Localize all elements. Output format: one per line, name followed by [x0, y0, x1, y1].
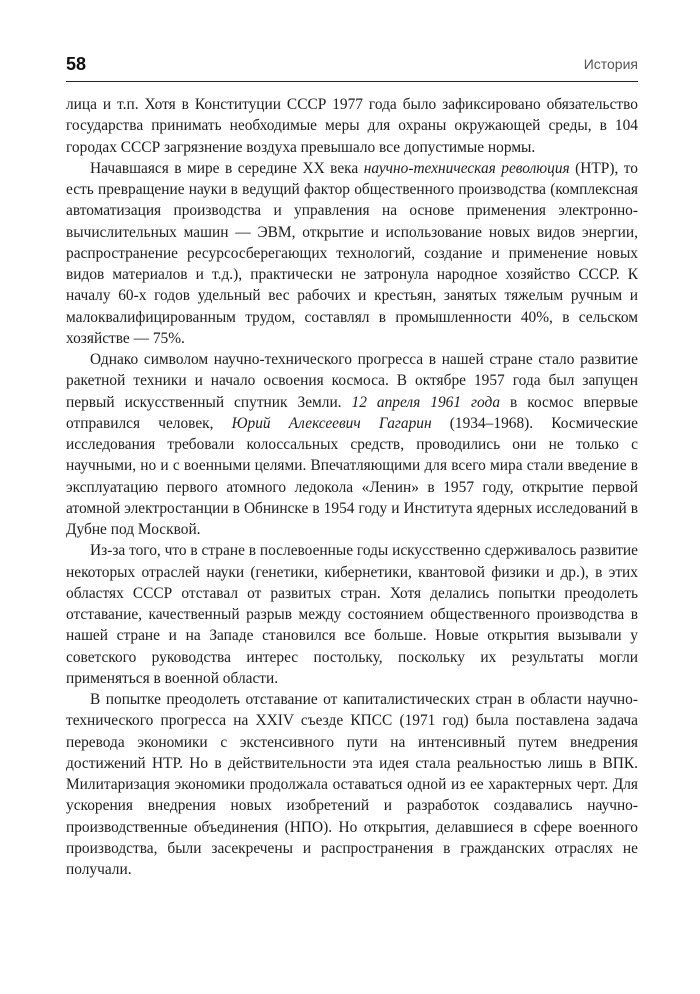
paragraph: [66, 689, 638, 880]
italic-text: Юрий Алексеевич Гагарин: [231, 414, 432, 432]
text-run: Из-за того, что в стране в послевоенные годы искусственно сдерживалось развитие некоторых отраслей науки (генетики, кибернетики, квантовой физики и др.), в этих областях СССР отставал от развитых стран. Хотя делались попытки преодолеть отставание, качественный разрыв между состоянием общественного производства в нашей стране и на Западе становился все больше. Новые открытия вызывали у советского руководства интерес постольку, поскольку их результаты могли применяться в военной области.: [66, 542, 638, 687]
italic-text: научно-техническая революция: [363, 159, 570, 177]
text-run: в космос впервые отправился человек,: [66, 393, 638, 432]
paragraph: [66, 349, 638, 540]
text-run: Однако символом научно-технического прогресса в нашей стране стало развитие ракетной техники и начало освоения космоса. В октябре 1957 года был запущен первый искусственный спутник Земли.: [66, 351, 638, 411]
header-rule: [66, 81, 638, 82]
text-run: (1934–1968). Космические исследования требовали колоссальных средств, проводились они не только с научными, но и с военными целями. Впечатляющими для всего мира стали введение в эксплуатацию первого атомного ледокола «Ленин» в 1957 году, открытие первой атомной электростанции в Обнинске в 1954 году и Института ядерных исследований в Дубне под Москвой.: [66, 414, 638, 538]
text-run: лица и т.п. Хотя в Конституции СССР 1977 года было зафиксировано обязательство государства принимать необходимые меры для охраны окружающей среды, в 104 городах СССР загрязнение воздуха превышало все допустимые нормы.: [66, 96, 638, 156]
text-run: Начавшаяся в мире в середине XX века: [90, 159, 364, 177]
paragraph: [66, 158, 638, 349]
page-number: 58: [66, 54, 87, 74]
body-text: [66, 94, 638, 880]
italic-text: 12 апреля 1961 года: [351, 393, 501, 411]
text-run: (НТР), то есть превращение науки в ведущий фактор общественного производства (комплексная автоматизация производства и управления на основе применения электронно-вычислительных машин — ЭВМ, открытие и использование новых видов энергии, распространение ресурсосберегающих технологий, создание и применение новых видов материалов и т.д.), практически не затронула народное хозяйство СССР. К началу 60-х годов удельный вес рабочих и крестьян, занятых тяжелым ручным и малоквалифицированным трудом, составлял в промышленности 40%, в сельском хозяйстве — 75%.: [66, 159, 639, 347]
paragraph: [66, 540, 638, 689]
text-run: В попытке преодолеть отставание от капиталистических стран в области научно-технического прогресса на XXIV съезде КПСС (1971 год) была поставлена задача перевода экономики с экстенсивного пути на интенсивный путем внедрения достижений НТР. Но в действительности эта идея стала реальностью лишь в ВПК. Милитаризация экономики продолжала оставаться одной из ее характерных черт. Для ускорения внедрения новых изобретений и разработок создавались научно-производственные объединения (НПО). Но открытия, делавшиеся в сфере военного производства, были засекречены и распространения в гражданских отраслях не получали.: [66, 691, 638, 878]
section-title: История: [583, 56, 638, 72]
running-header: [66, 54, 638, 84]
paragraph: [66, 94, 638, 158]
